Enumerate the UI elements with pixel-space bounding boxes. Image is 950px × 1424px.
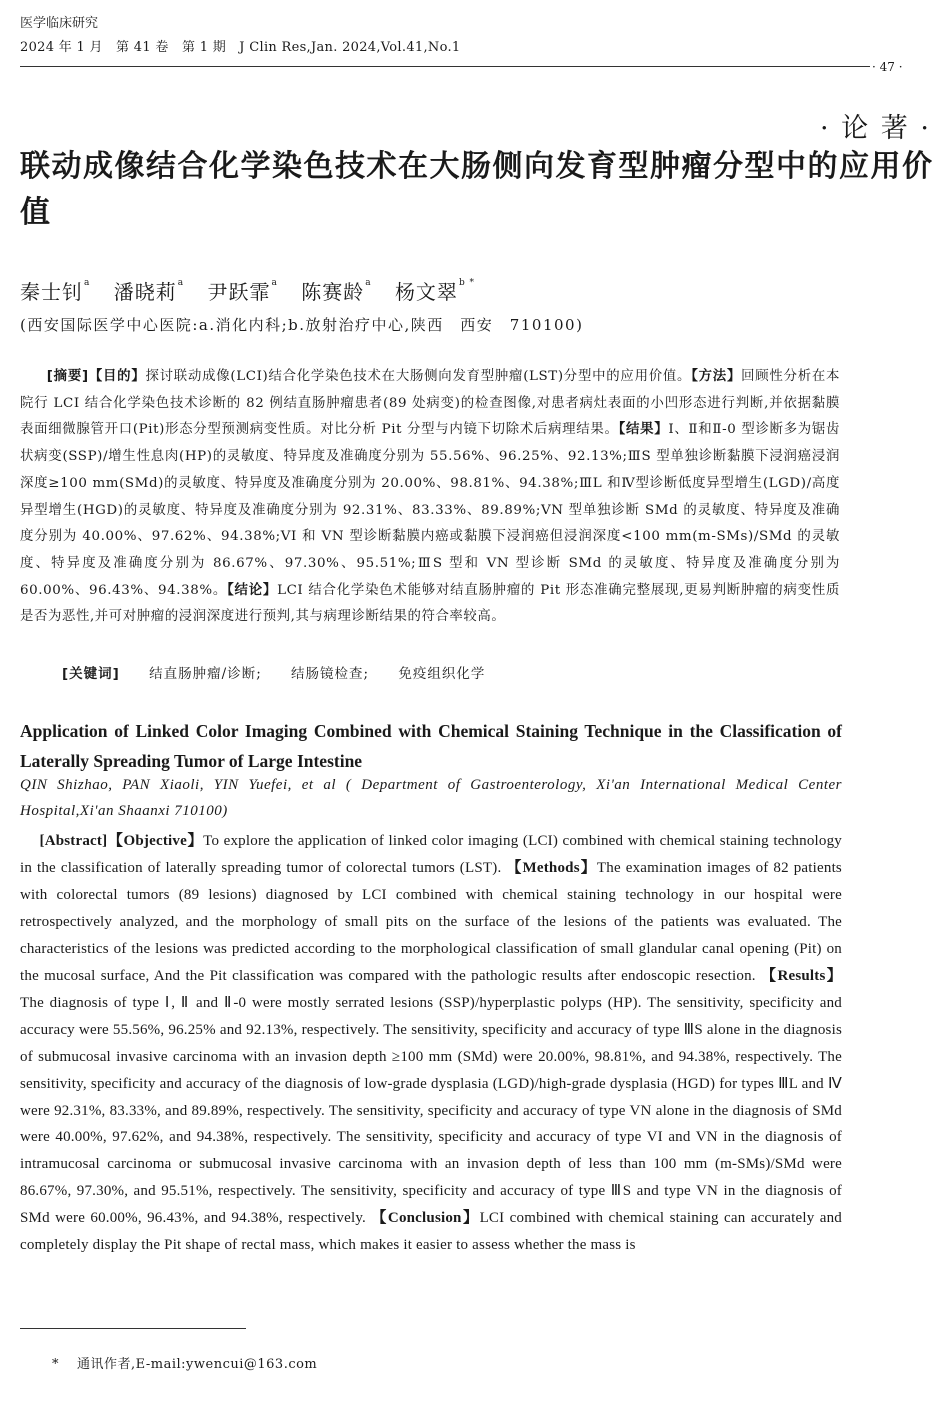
footnote-star: * [52,1357,59,1372]
keyword: 结肠镜检查; [291,666,370,682]
header-rule [20,66,870,67]
author-mark: b * [458,278,476,288]
journal-name: 医学临床研究 [20,16,99,31]
english-authors: QIN Shizhao, PAN Xiaoli, YIN Yuefei, et al [20,777,337,793]
journal-issue-line: 2024 年 1 月 第 41 卷 第 1 期 J Clin Res,Jan. 2024,Vol.41,No.1 [20,40,461,55]
author-name: 秦士钊 [20,280,83,304]
abstract-label: [摘要] [46,369,89,384]
page-number: · 47 · [872,60,903,74]
conclusion-text: LCI 结合化学染色术能够对结直肠肿瘤的 Pit 形态准确完整展现,更易判断肿瘤的病变性质是否为恶性,并可对肿瘤的浸润深度进行预判,其与病理诊断结果的符合率较高。 [20,582,841,625]
english-affiliation: ( Department of Gastroenterology, Xi'an International Medical Center Hospital,Xi'an Shaanxi 710100) [20,777,842,819]
en-abstract-label: [Abstract] [39,833,108,849]
keyword: 免疫组织化学 [398,666,486,682]
en-conclusion-text: LCI combined with chemical staining can accurately and completely display the Pit shape of rectal mass, which makes it easier to assess whether the mass is [20,1210,842,1254]
en-methods-label: 【Methods】 [506,859,597,876]
author-mark: a [177,278,185,288]
author-mark: a [84,278,91,288]
methods-label: 【方法】 [691,369,742,384]
footnote [52,1353,317,1372]
objective-text: 探讨联动成像(LCI)结合化学染色技术在大肠侧向发育型肿瘤(LST)分型中的应用价值。 [145,369,692,384]
english-byline [20,772,842,824]
en-results-text: The diagnosis of type Ⅰ, Ⅱ and Ⅱ-0 were mostly serrated lesions (SSP)/hyperplastic polyps (HP). The sensitivity, specificity and accuracy were 55.56%, 96.25% and 92.13%, respectively. The sensitivity, specificity and accuracy of type ⅢS alone in the diagnosis of submucosal invasive carcinoma with an invasion depth ≥100 mm (SMd) were 20.00%, 98.81%, and 94.38%, respectively. The sensitivity, specificity and accuracy of the diagnosis of low-grade dysplasia (LGD)/high-grade dysplasia (HGD) for types ⅢL and Ⅳ were 92.31%, 83.33%, and 89.89%, respectively. The sensitivity, specificity and accuracy of type VN alone in the diagnosis of SMd were 40.00%, 97.62%, and 94.38%, respectively. The sensitivity, specificity and accuracy of type VI and VN in the diagnosis of intramucosal carcinoma or submucosal invasive carcinoma with an invasion depth of less than 100 mm (m-SMs)/SMd were 86.67%, 97.30%, and 95.51%, respectively. The sensitivity, specificity and accuracy of type ⅢS and type VN in the diagnosis of SMd were 60.00%, 96.43%, and 94.38%, respectively. [20,994,842,1227]
english-abstract [20,828,842,1259]
author-list [20,276,491,305]
results-text: Ⅰ、Ⅱ和Ⅱ-0 型诊断多为锯齿状病变(SSP)/增生性息肉(HP)的灵敏度、特异度及准确度分别为 55.56%、96.25%、92.13%;ⅢS 型单独诊断黏膜下浸润癌浸润深度≥100 mm(SMd)的灵敏度、特异度及准确度分别为 20.00%、98.81%、94.38%;ⅢL 和Ⅳ型诊断低度异型增生(LGD)/高度异型增生(HGD)的灵敏度、特异度及准确度分别为 92.31%、83.33%、89.89%;VN 型单独诊断 SMd 的灵敏度、特异度及准确度分别为 40.00%、97.62%、94.38%;VI 和 VN 型诊断黏膜内癌或黏膜下浸润癌但浸润深度<100 mm(m-SMs)/SMd 的灵敏度、特异度及准确度分别为 86.67%、97.30%、95.51%;ⅢS 型和 VN 型诊断 SMd 的灵敏度、特异度及准确度分别为 60.00%、96.43%、94.38%。 [20,422,840,598]
keywords [62,662,485,682]
footnote-rule [20,1328,246,1329]
conclusion-label: 【结论】 [227,582,278,598]
author-mark: a [365,278,372,288]
english-title: Application of Linked Color Imaging Combined with Chemical Staining Technique in the Classification of Laterally Spreading Tumor of Large Intestine [20,721,842,771]
results-label: 【结果】 [618,422,669,438]
en-conclusion-label: 【Conclusion】 [371,1210,480,1227]
en-results-label: 【Results】 [760,967,842,984]
affiliation: (西安国际医学中心医院:a.消化内科;b.放射治疗中心,陕西 西安 710100) [20,316,584,334]
author-mark: a [271,278,278,288]
footnote-text: 通讯作者,E-mail:ywencui@163.com [77,1357,318,1372]
chinese-abstract [20,364,840,631]
en-objective-label: 【Objective】 [107,833,204,849]
en-methods-text: The examination images of 82 patients with colorectal tumors (89 lesions) diagnosed by LCI combined with chemical staining technology in our hospital were retrospectively analyzed, and the morphology of small pits on the surface of the lesions of the patients was evaluated. The characteristics of the lesions was predicted according to the morphological classification of small glandular canal opening (Pit) on the mucosal surface, And the Pit classification was compared with the pathologic results after endoscopic resection. [20,859,842,984]
article-title: 联动成像结合化学染色技术在大肠侧向发育型肿瘤分型中的应用价值 [20,149,934,230]
objective-label: 【目的】 [88,369,146,384]
en-objective-text: To explore the application of linked color imaging (LCI) combined with chemical staining technology in the classification of laterally spreading tumor of colorectal tumors (LST). [20,833,842,876]
keywords-label: [关键词] [62,666,120,682]
section-label: · 论 著 · [820,113,931,144]
author-name: 陈赛龄 [301,280,365,304]
author-name: 潘晓莉 [113,280,177,304]
author-name: 尹跃霏 [207,280,271,304]
methods-text: 回顾性分析在本院行 LCI 结合化学染色技术诊断的 82 例结直肠肿瘤患者(89 处病变)的检查图像,对患者病灶表面的小凹形态进行判断,并依据黏膜表面细微腺管开口(Pit)形态分型预测病变性质。对比分析 Pit 分型与内镜下切除术后病理结果。 [20,369,841,438]
keyword: 结直肠肿瘤/诊断; [149,666,262,682]
author-name: 杨文翠 [394,280,458,304]
